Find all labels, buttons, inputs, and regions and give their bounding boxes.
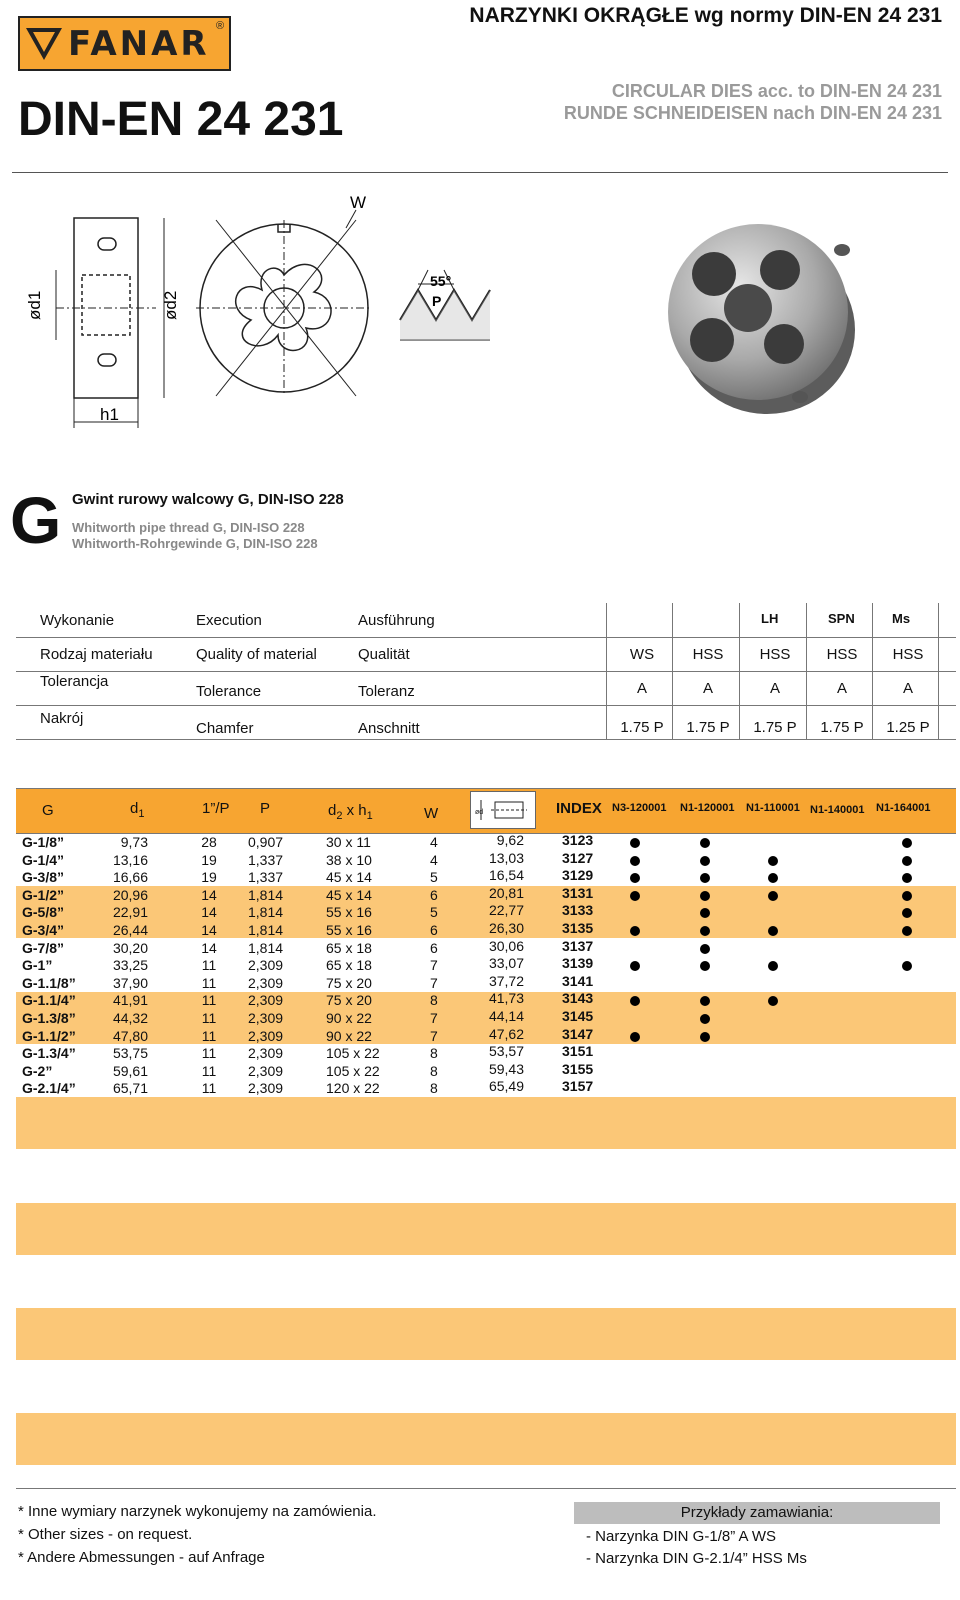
availability-dot <box>630 838 640 848</box>
examples-title-box <box>574 1502 940 1524</box>
availability-dot <box>700 891 710 901</box>
cell-d1: 65,71 <box>112 1080 148 1097</box>
availability-dot <box>902 926 912 936</box>
cell-index: 3131 <box>562 884 594 901</box>
availability-dot <box>700 1014 710 1024</box>
cell-g: G-1/8” <box>22 834 65 850</box>
availability-dot <box>768 891 778 901</box>
label-d1: ød1 <box>25 290 44 320</box>
cell-d2h: 105 x 22 <box>326 1062 380 1079</box>
cell-d1: 30,20 <box>112 939 148 956</box>
cell-dim: 16,54 <box>488 867 524 884</box>
spec-value: 1.75 P <box>686 719 730 736</box>
spec-label-pl: Rodzaj materiału <box>40 646 153 663</box>
cell-dim: 20,81 <box>488 884 524 901</box>
cell-dim: 53,57 <box>488 1043 524 1060</box>
cell-d1: 53,75 <box>112 1045 148 1062</box>
cell-dim: 22,77 <box>488 902 524 919</box>
spec-value: A <box>702 680 713 697</box>
cell-index: 3127 <box>562 849 594 866</box>
availability-dot <box>700 996 710 1006</box>
header-d1-sub: 1 <box>138 808 145 820</box>
page-title: NARZYNKI OKRĄGŁE wg normy DIN-EN 24 231 <box>469 4 942 27</box>
cell-g: G-1/4” <box>22 851 65 868</box>
cell-d2h: 75 x 20 <box>326 992 372 1009</box>
cell-tpi: 14 <box>201 904 217 921</box>
cell-w: 6 <box>430 939 438 956</box>
cell-g: G-2.1/4” <box>22 1080 76 1097</box>
availability-dot <box>902 873 912 883</box>
page-subtitle <box>564 80 942 124</box>
cell-d2h: 45 x 14 <box>326 886 372 903</box>
header-h1-sub: 1 <box>366 810 373 822</box>
availability-dot <box>768 996 778 1006</box>
availability-dot <box>902 961 912 971</box>
header-d1-text: d <box>130 800 139 817</box>
header-p: P <box>260 800 271 817</box>
spec-label-pl: Tolerancja <box>40 673 109 690</box>
data-table-header <box>16 788 956 834</box>
header-g: G <box>42 802 54 819</box>
header-d2h1 <box>328 802 373 822</box>
cell-dim: 33,07 <box>488 955 524 972</box>
spec-value: 1.75 P <box>820 719 864 736</box>
cell-d2h: 55 x 16 <box>326 904 372 921</box>
spec-col-head: LH <box>761 611 779 626</box>
cell-index: 3151 <box>562 1043 594 1060</box>
label-angle: 55° <box>430 273 452 289</box>
spec-label-de: Anschnitt <box>358 720 420 737</box>
cell-g: G-3/4” <box>22 922 65 938</box>
availability-dot <box>768 926 778 936</box>
cell-dim: 44,14 <box>488 1008 524 1024</box>
note-de: * Andere Abmessungen - auf Anfrage <box>18 1549 265 1566</box>
cell-d2h: 30 x 11 <box>326 834 371 850</box>
cell-d2h: 75 x 20 <box>326 974 372 991</box>
thread-name-en: Whitworth pipe thread G, DIN-ISO 228 <box>72 520 305 535</box>
availability-dot <box>700 873 710 883</box>
cell-index: 3135 <box>562 920 594 936</box>
spec-value: HSS <box>692 646 724 663</box>
cell-w: 4 <box>430 851 438 868</box>
die-technical-drawing <box>16 180 496 440</box>
availability-dot <box>902 891 912 901</box>
cell-d1: 16,66 <box>112 869 148 886</box>
cell-p: 2,309 <box>248 1027 284 1044</box>
examples-title: Przykłady zamawiania: <box>680 1504 834 1521</box>
cell-index: 3129 <box>562 867 594 884</box>
cell-tpi: 19 <box>201 869 217 886</box>
header-xh-text: x h <box>342 802 367 819</box>
cell-d2h: 105 x 22 <box>326 1045 380 1062</box>
cell-p: 1,814 <box>248 904 284 921</box>
row-band <box>16 1308 956 1360</box>
availability-dot <box>630 996 640 1006</box>
cell-dim: 65,49 <box>488 1078 524 1095</box>
cell-p: 1,814 <box>248 922 284 938</box>
cell-tpi: 11 <box>201 974 217 991</box>
availability-dot <box>902 908 912 918</box>
cell-d1: 41,91 <box>112 992 148 1009</box>
cell-w: 8 <box>430 1080 438 1097</box>
availability-dot <box>768 856 778 866</box>
cell-p: 2,309 <box>248 1062 284 1079</box>
spec-label-pl: Wykonanie <box>40 612 115 629</box>
standard-heading: DIN-EN 24 231 <box>18 93 344 146</box>
spec-value: A <box>769 680 780 697</box>
spec-value: HSS <box>759 646 791 663</box>
availability-dot <box>902 856 912 866</box>
header-tpi: 1”/P <box>202 800 230 817</box>
spec-label-en: Quality of material <box>196 646 317 663</box>
spec-row <box>16 637 956 672</box>
header-code-5: N1-164001 <box>876 802 931 814</box>
availability-dot <box>768 961 778 971</box>
subtitle-de: RUNDE SCHNEIDEISEN nach DIN-EN 24 231 <box>563 103 942 123</box>
spec-value: A <box>836 680 847 697</box>
label-pitch: P <box>432 293 442 309</box>
header-d1 <box>130 800 144 820</box>
cell-p: 2,309 <box>248 992 284 1009</box>
spec-col-head: Ms <box>892 611 911 626</box>
cell-g: G-1.1/2” <box>22 1027 76 1044</box>
cell-g: G-1.1/8” <box>22 974 76 991</box>
spec-row <box>16 603 956 638</box>
cell-tpi: 11 <box>201 1010 217 1026</box>
cell-g: G-1.3/4” <box>22 1045 76 1062</box>
cell-g: G-7/8” <box>22 939 65 956</box>
cell-w: 7 <box>430 1027 438 1044</box>
cell-index: 3123 <box>562 832 594 848</box>
cell-g: G-1.1/4” <box>22 992 76 1009</box>
cell-g: G-2” <box>22 1062 53 1079</box>
cell-p: 2,309 <box>248 1080 284 1097</box>
availability-dot <box>700 838 710 848</box>
cell-d2h: 90 x 22 <box>326 1027 372 1044</box>
cell-w: 7 <box>430 1010 438 1026</box>
cell-d1: 26,44 <box>112 922 148 938</box>
cell-w: 7 <box>430 957 438 974</box>
cell-tpi: 11 <box>201 1080 217 1097</box>
example-1: - Narzynka DIN G-1/8” A WS <box>586 1528 777 1545</box>
availability-dot <box>630 926 640 936</box>
cell-w: 5 <box>430 869 438 886</box>
cell-d2h: 55 x 16 <box>326 922 372 938</box>
thread-letter: G <box>10 483 62 557</box>
availability-dot <box>630 1032 640 1042</box>
label-w: W <box>350 193 367 212</box>
cell-p: 2,309 <box>248 974 284 991</box>
cell-dim: 59,43 <box>488 1060 524 1077</box>
cell-index: 3147 <box>562 1025 594 1042</box>
header-code-1: N3-120001 <box>612 802 667 814</box>
header-code-4: N1-140001 <box>810 804 865 816</box>
cell-p: 2,309 <box>248 1045 284 1062</box>
cell-w: 7 <box>430 974 438 991</box>
cell-dim: 37,72 <box>488 972 524 989</box>
availability-dot <box>768 873 778 883</box>
cell-tpi: 14 <box>201 922 217 938</box>
availability-dot <box>630 873 640 883</box>
cell-index: 3143 <box>562 990 594 1007</box>
fanar-logo <box>18 16 231 71</box>
note-en: * Other sizes - on request. <box>18 1526 193 1543</box>
cell-tpi: 11 <box>201 992 217 1009</box>
cell-d1: 22,91 <box>112 904 148 921</box>
cell-index: 3133 <box>562 902 594 919</box>
cell-d1: 20,96 <box>112 886 148 903</box>
spec-label-en: Execution <box>196 612 262 629</box>
cell-d1: 9,73 <box>120 834 148 850</box>
cell-dim: 30,06 <box>488 937 524 954</box>
cell-d2h: 38 x 10 <box>326 851 372 868</box>
row-band <box>16 1097 956 1149</box>
availability-dot <box>700 926 710 936</box>
thread-name-translations <box>72 520 318 552</box>
table-row <box>16 1080 956 1098</box>
cell-p: 1,814 <box>248 886 284 903</box>
cell-w: 8 <box>430 1062 438 1079</box>
spec-label-pl: Nakrój <box>40 710 84 727</box>
spec-value: 1.75 P <box>753 719 797 736</box>
spec-label-en: Chamfer <box>196 720 254 737</box>
cell-w: 6 <box>430 886 438 903</box>
cell-w: 4 <box>430 834 438 850</box>
label-h1: h1 <box>100 405 119 424</box>
cell-index: 3157 <box>562 1078 594 1095</box>
cell-d2h: 45 x 14 <box>326 869 372 886</box>
logo-brand-text: FANAR <box>68 24 210 64</box>
label-d2: ød2 <box>161 290 180 320</box>
cell-dim: 9,62 <box>496 832 524 848</box>
spec-row <box>16 705 956 740</box>
cell-p: 2,309 <box>248 1010 284 1026</box>
cell-dim: 41,73 <box>488 990 524 1007</box>
spec-value: A <box>636 680 647 697</box>
cell-d2h: 65 x 18 <box>326 939 372 956</box>
cell-dim: 26,30 <box>488 920 524 936</box>
header-code-3: N1-110001 <box>746 802 800 814</box>
cell-w: 5 <box>430 904 438 921</box>
cell-p: 1,814 <box>248 939 284 956</box>
availability-dot <box>700 961 710 971</box>
example-2: - Narzynka DIN G-2.1/4” HSS Ms <box>586 1550 807 1567</box>
availability-dot <box>630 961 640 971</box>
cell-g: G-1” <box>22 957 53 974</box>
cell-index: 3145 <box>562 1008 594 1024</box>
cell-tpi: 11 <box>201 1062 217 1079</box>
cell-w: 8 <box>430 1045 438 1062</box>
cell-g: G-1/2” <box>22 886 65 903</box>
spec-label-de: Qualität <box>358 646 410 663</box>
availability-dot <box>630 891 640 901</box>
registered-mark: ® <box>216 20 225 32</box>
cell-d1: 37,90 <box>112 974 148 991</box>
cell-tpi: 11 <box>201 957 217 974</box>
cell-d1: 59,61 <box>112 1062 148 1079</box>
spec-label-de: Toleranz <box>358 683 415 700</box>
cell-index: 3139 <box>562 955 594 972</box>
cell-p: 1,337 <box>248 851 284 868</box>
spec-value: A <box>902 680 913 697</box>
cell-p: 1,337 <box>248 869 284 886</box>
cell-d1: 47,80 <box>112 1027 148 1044</box>
spec-value: WS <box>629 646 655 663</box>
cell-d1: 44,32 <box>112 1010 148 1026</box>
cell-w: 8 <box>430 992 438 1009</box>
availability-dot <box>700 856 710 866</box>
cell-w: 6 <box>430 922 438 938</box>
cell-tpi: 11 <box>201 1027 217 1044</box>
cell-tpi: 14 <box>201 939 217 956</box>
cell-tpi: 11 <box>201 1045 217 1062</box>
spec-value: 1.75 P <box>620 719 664 736</box>
spec-label-en: Tolerance <box>196 683 262 700</box>
availability-dot <box>700 908 710 918</box>
row-band <box>16 1203 956 1255</box>
spec-value: HSS <box>892 646 924 663</box>
header-d2-sub: 2 <box>336 810 343 822</box>
spec-value: HSS <box>826 646 858 663</box>
cell-d2h: 120 x 22 <box>326 1080 380 1097</box>
availability-dot <box>902 838 912 848</box>
spec-col-head: SPN <box>828 611 855 626</box>
cell-p: 0,907 <box>248 834 284 850</box>
cell-index: 3155 <box>562 1060 594 1077</box>
cell-index: 3137 <box>562 937 594 954</box>
availability-dot <box>700 944 710 954</box>
cell-d1: 33,25 <box>112 957 148 974</box>
die-photo <box>662 212 862 417</box>
header-w: W <box>424 805 439 822</box>
spec-label-de: Ausführung <box>358 612 435 629</box>
header-divider <box>12 172 948 173</box>
thread-name-pl: Gwint rurowy walcowy G, DIN-ISO 228 <box>72 491 344 508</box>
logo-v-icon <box>24 26 64 62</box>
table-bottom-border <box>16 1488 956 1489</box>
cell-dim: 47,62 <box>488 1025 524 1042</box>
spec-value: 1.25 P <box>886 719 930 736</box>
cell-g: G-1.3/8” <box>22 1010 76 1026</box>
cell-tpi: 19 <box>201 851 217 868</box>
cell-tpi: 28 <box>201 834 217 850</box>
cell-dim: 13,03 <box>488 849 524 866</box>
availability-dot <box>700 1032 710 1042</box>
cell-g: G-5/8” <box>22 904 65 921</box>
header-d2-text: d <box>328 802 337 819</box>
availability-dot <box>630 856 640 866</box>
note-pl: * Inne wymiary narzynek wykonujemy na zamówienia. <box>18 1503 377 1520</box>
header-index: INDEX <box>556 800 602 817</box>
cell-d2h: 65 x 18 <box>326 957 372 974</box>
header-code-2: N1-120001 <box>680 802 735 814</box>
spec-row <box>16 671 956 706</box>
dimension-sketch-icon <box>470 791 536 829</box>
cell-d2h: 90 x 22 <box>326 1010 372 1026</box>
cell-index: 3141 <box>562 972 594 989</box>
svg-text:ød: ød <box>475 809 484 816</box>
cell-g: G-3/8” <box>22 869 65 886</box>
cell-d1: 13,16 <box>112 851 148 868</box>
thread-name-de: Whitworth-Rohrgewinde G, DIN-ISO 228 <box>72 536 318 551</box>
cell-p: 2,309 <box>248 957 284 974</box>
cell-tpi: 14 <box>201 886 217 903</box>
row-band <box>16 1413 956 1465</box>
subtitle-en: CIRCULAR DIES acc. to DIN-EN 24 231 <box>611 81 942 101</box>
